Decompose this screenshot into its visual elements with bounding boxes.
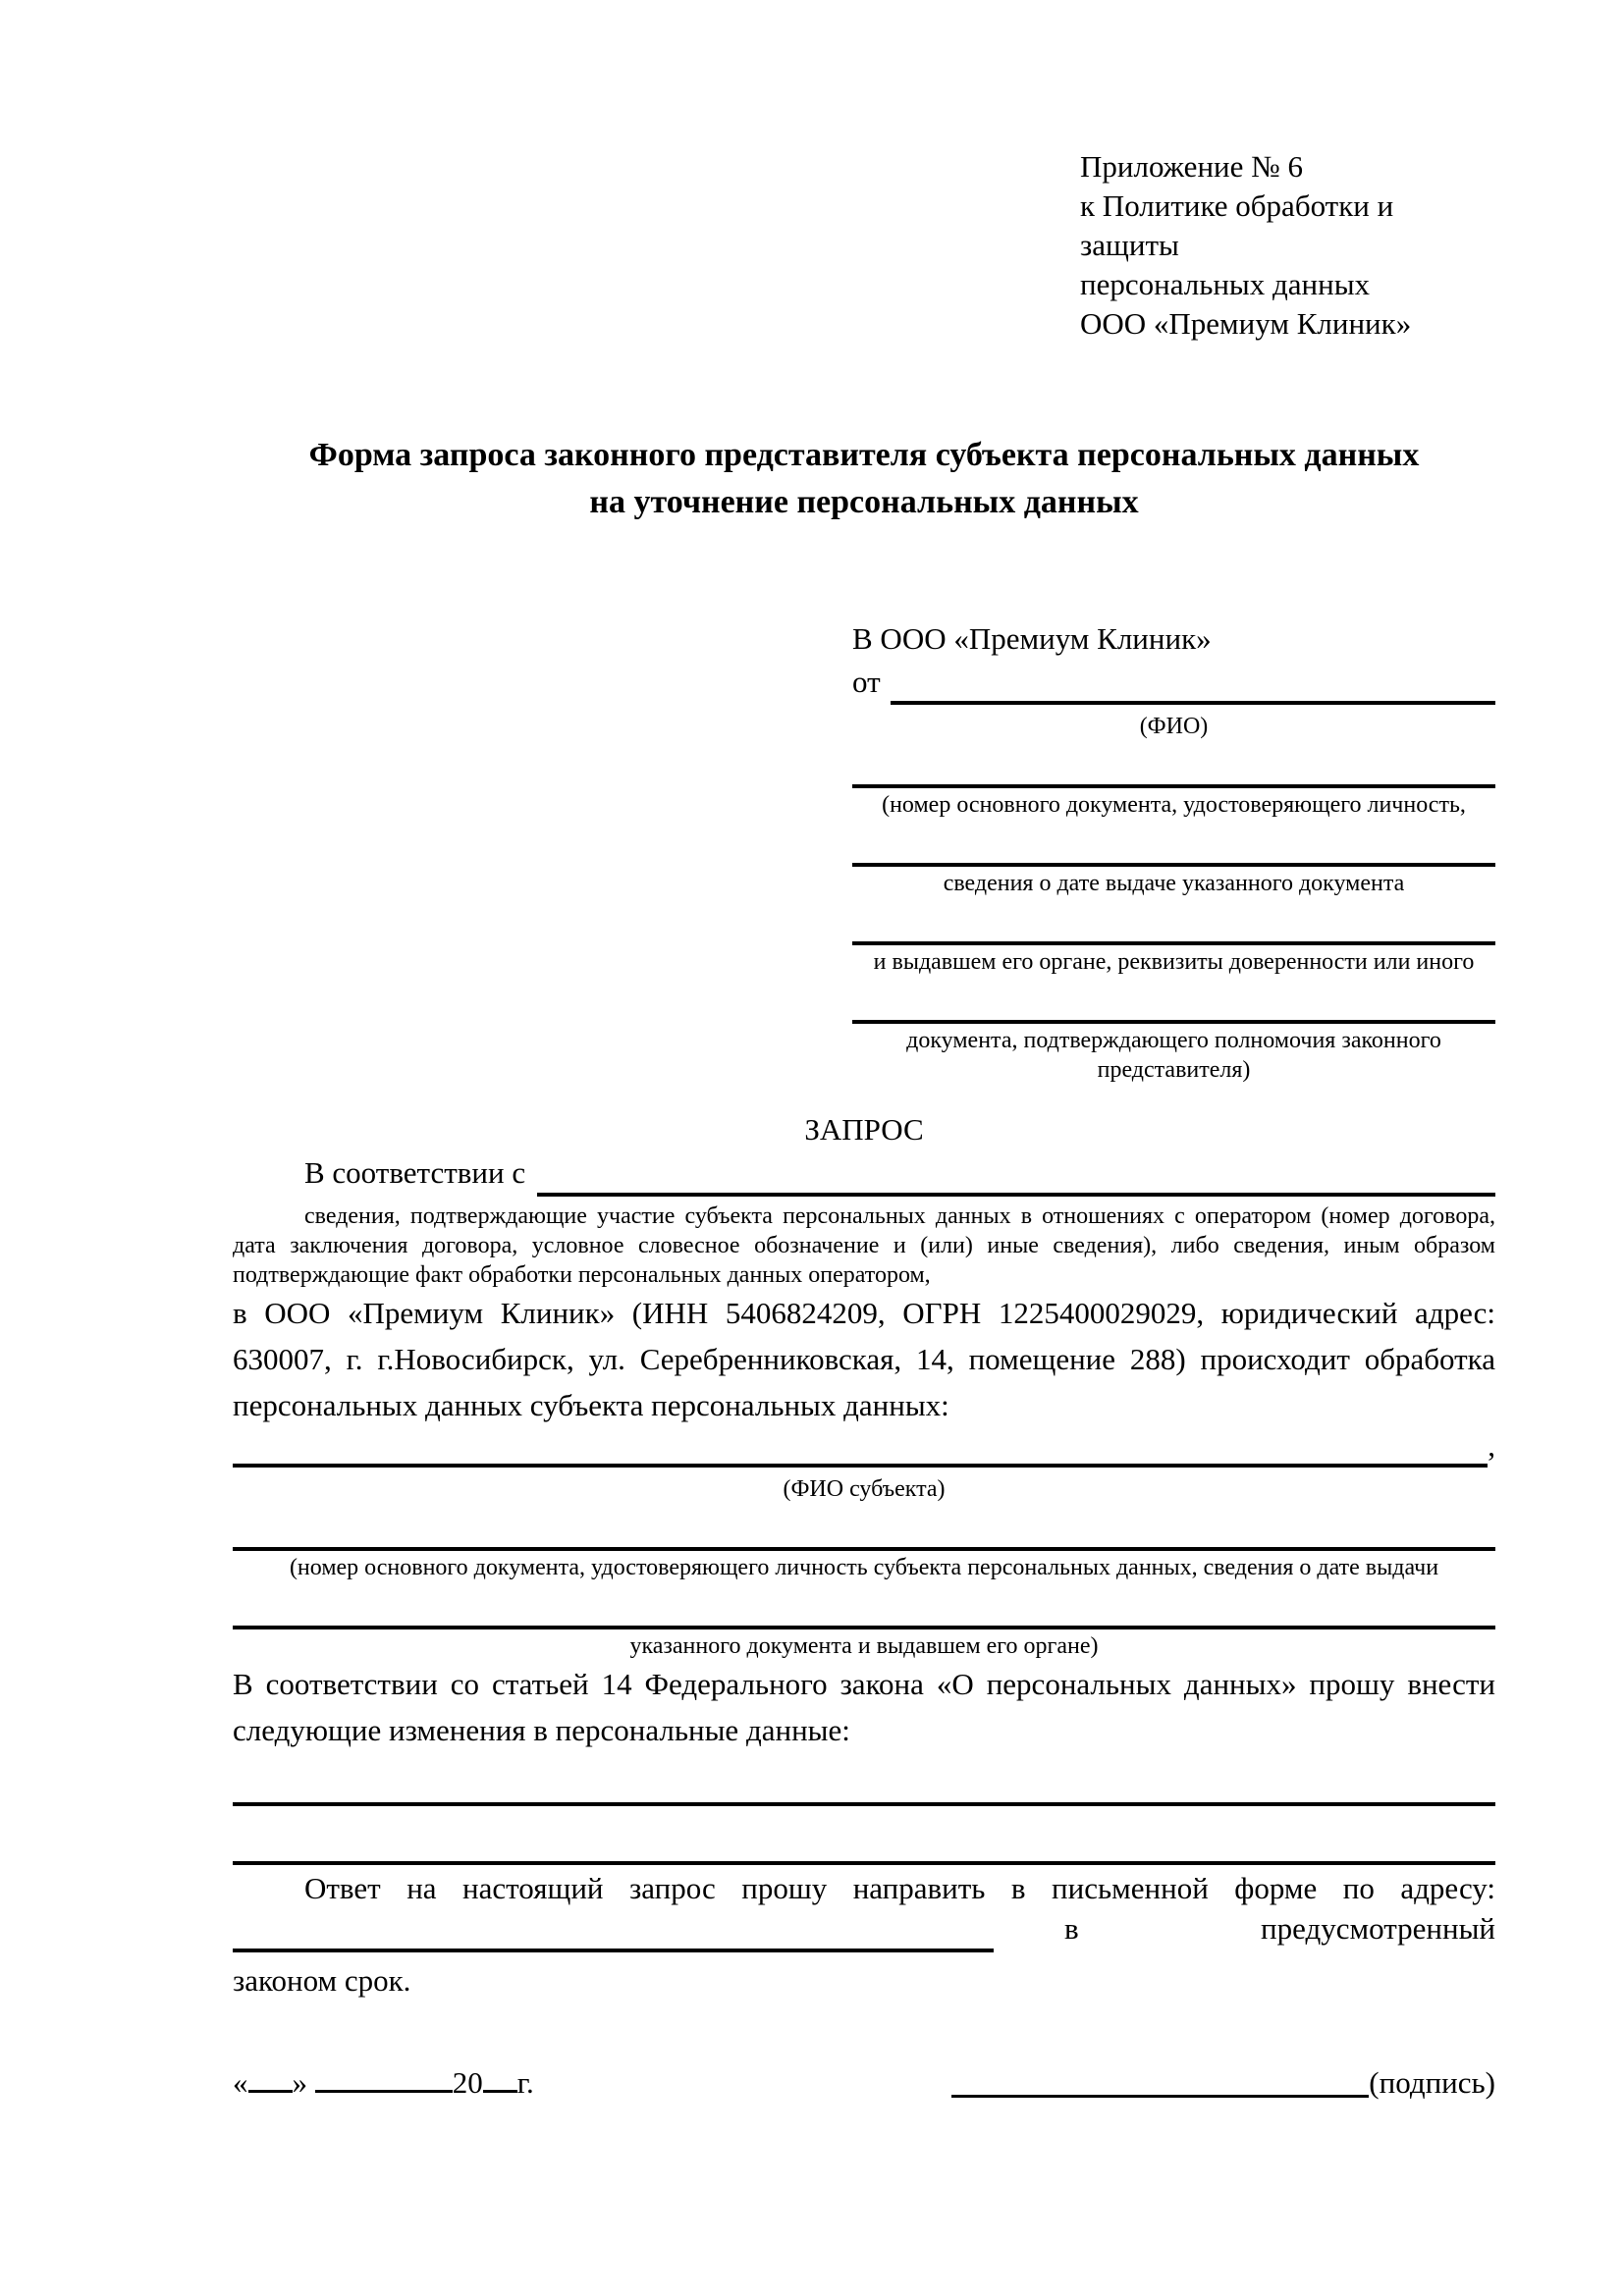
article14-paragraph: В соответствии со статьей 14 Федерального закона «О персональных данных» прошу внести следующие изменения в персональные данные: (233, 1667, 1495, 1747)
changes-fill-line-1 (233, 1759, 1495, 1806)
form-title-line-2: на уточнение персональных данных (589, 484, 1139, 520)
appendix-line: персональных данных (1080, 267, 1371, 301)
appendix-block (1080, 147, 1495, 344)
date-year-suffix: г. (516, 2065, 534, 2100)
addressee-block (852, 619, 1495, 1085)
from-fill-line (891, 665, 1495, 705)
doc-issuer-caption: и выдавшем его органе, реквизиты доверенности или иного (873, 949, 1475, 975)
signature-caption: (подпись) (1369, 2065, 1495, 2100)
trailing-comma: , (1488, 1428, 1495, 1463)
doc-issue-date-fill-line (852, 820, 1495, 867)
appendix-line: ООО «Премиум Клиник» (1080, 306, 1412, 341)
authority-doc-caption: документа, подтверждающего полномочия законного представителя) (906, 1028, 1441, 1083)
changes-fill-line-2 (233, 1818, 1495, 1865)
doc-number-fill-line (852, 741, 1495, 788)
subject-fio-fill-line (233, 1428, 1488, 1468)
fine-print-paragraph: сведения, подтверждающие участие субъекта персональных данных в отношениях с оператором (номер договора, дата заключения договора, условное словесное обозначение и (или) иные сведения), либо сведения, иным образом подтверждающие факт обработки персональных данных оператором, (233, 1203, 1495, 1288)
form-title (233, 432, 1495, 526)
accordance-label: В соответствии с (304, 1155, 526, 1190)
subject-fio-caption: (ФИО субъекта) (783, 1476, 946, 1502)
form-title-line-1: Форма запроса законного представителя субъекта персональных данных (308, 437, 1420, 473)
addressee-from-row (852, 665, 1495, 710)
from-label: от (852, 665, 881, 699)
request-heading: ЗАПРОС (804, 1112, 924, 1147)
date-group (233, 2060, 534, 2104)
accordance-row (233, 1155, 1495, 1201)
signature-fill-line (951, 2095, 1369, 2098)
signature-group (951, 2062, 1495, 2104)
answer-paragraph-line-3: законом срок. (233, 1963, 411, 1998)
date-year-prefix: 20 (452, 2065, 483, 2100)
subject-doc-fill-line (233, 1504, 1495, 1551)
subject-fio-row (233, 1428, 1495, 1472)
date-month-fill-line (315, 2060, 453, 2093)
answer-address-fill-line (233, 1911, 994, 1952)
date-quote-open: « (233, 2065, 248, 2100)
appendix-line: к Политике обработки и защиты (1080, 188, 1394, 262)
answer-word-predusmotrenny: предусмотренный (1261, 1911, 1495, 1946)
authority-doc-fill-line (852, 977, 1495, 1024)
answer-address-row (233, 1911, 1495, 1957)
footer-row (233, 2060, 1495, 2104)
accordance-fill-line (537, 1155, 1495, 1197)
operator-paragraph: в ООО «Премиум Клиник» (ИНН 5406824209, ОГРН 1225400029029, юридический адрес: 630007, г. г.Новосибирск, ул. Серебренниковская, 14, помещение 288) происходит обработка персональных данных субъекта персональных данных: (233, 1296, 1495, 1422)
doc-number-caption: (номер основного документа, удостоверяющего личность, (882, 792, 1466, 818)
subject-doc-fill-line-2 (233, 1582, 1495, 1629)
subject-doc-caption-2: указанного документа и выдавшем его органе) (629, 1633, 1099, 1659)
subject-doc-caption-1: (номер основного документа, удостоверяющего личность субъекта персональных данных, сведения о дате выдачи (289, 1555, 1439, 1580)
answer-paragraph-line-1: Ответ на настоящий запрос прошу направить в письменной форме по адресу: (304, 1871, 1495, 1905)
fio-caption: (ФИО) (1139, 714, 1209, 739)
addressee-to: В ООО «Премиум Клиник» (852, 621, 1212, 656)
appendix-line: Приложение № 6 (1080, 149, 1303, 184)
doc-issue-date-caption: сведения о дате выдаче указанного документа (943, 871, 1405, 896)
date-quote-close: » (292, 2065, 307, 2100)
answer-word-v: в (1064, 1911, 1079, 1946)
doc-issuer-fill-line (852, 898, 1495, 945)
date-day-fill-line (248, 2060, 293, 2093)
date-year-fill-line (483, 2060, 517, 2093)
